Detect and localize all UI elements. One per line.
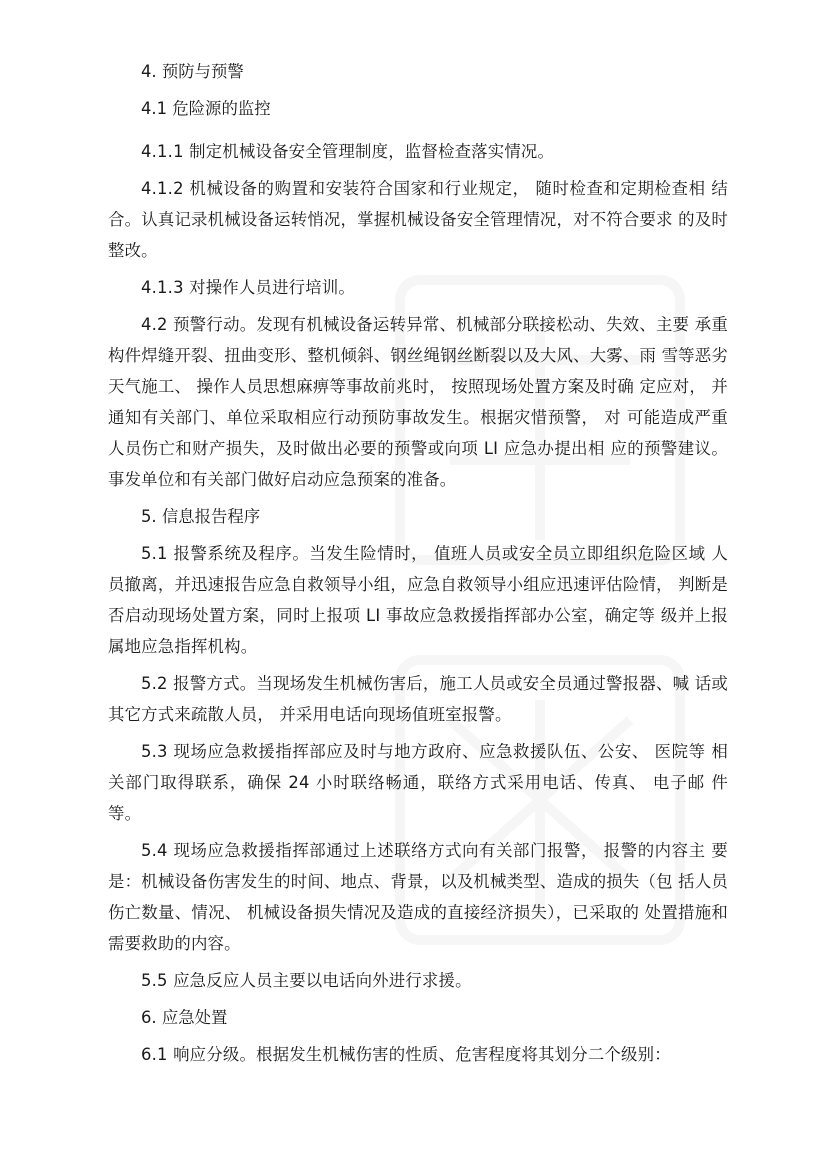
heading-section-4: 4. 预防与预警 (141, 62, 244, 81)
heading-section-6: 6. 应急处置 (141, 1008, 228, 1027)
paragraph-5-2: 5.2 报警方式。当现场发生机械伤害后，施工人员或安全员通过警报器、喊 话或其它方式来疏散人员， 并采用电话向现场值班室报警。 (108, 674, 728, 724)
paragraph-4-1-3: 4.1.3 对操作人员进行培训。 (141, 278, 356, 297)
document-body (108, 56, 728, 1070)
heading-section-5: 5. 信息报告程序 (141, 507, 261, 526)
paragraph-5-5: 5.5 应急反应人员主要以电话向外进行求援。 (141, 971, 472, 990)
paragraph-4-2: 4.2 预警行动。发现有机械设备运转异常、机械部分联接松动、失效、主要 承重构件焊缝开裂、扭曲变形、整机倾斜、钢丝绳钢丝断裂以及大风、大雾、雨 雪等恶劣天气施工、 操作人员思想麻痹等事故前兆时， 按照现场处置方案及时确 定应对， 并通知有关部门、单位采取相应行动预防事故发生。根据灾惜预警， 对 可能造成严重人员伤亡和财产损失，及时做出必要的预警或向项 LI 应急办提出相 应的预警建议。事发单位和有关部门做好启动应急预案的准备。 (108, 315, 728, 489)
paragraph-5-1: 5.1 报警系统及程序。当发生险情时， 值班人员或安全员立即组织危险区域 人员撤离，并迅速报告应急自救领导小组，应急自救领导小组应迅速评估险情， 判断是否启动现场处置方案，同时上报项 LI 事故应急救援指挥部办公室，确定等 级并上报属地应急指挥机构。 (108, 544, 728, 656)
heading-section-4-1: 4.1 危险源的监控 (141, 99, 271, 118)
paragraph-4-1-1: 4.1.1 制定机械设备安全管理制度，监督检查落实情况。 (141, 142, 555, 161)
paragraph-5-3: 5.3 现场应急救援指挥部应及时与地方政府、应急救援队伍、公安、 医院等 相关部门取得联系，确保 24 小时联络畅通，联络方式采用电话、传真、 电子邮 件等。 (108, 742, 728, 823)
paragraph-4-1-2: 4.1.2 机械设备的购置和安装符合国家和行业规定， 随时检查和定期检查相 结合。认真记录机械设备运转悄况，掌握机械设备安全管理情况，对不符合要求 的及时整改。 (108, 179, 728, 260)
paragraph-5-4: 5.4 现场应急救援指挥部通过上述联络方式向有关部门报警， 报警的内容主 要是：机械设备伤害发生的时间、地点、背景，以及机械类型、造成的损失（包 括人员伤亡数量、情况、 机械设备损失情况及造成的直接经济损失），已采取的 处置措施和需要救助的内容。 (108, 841, 728, 953)
paragraph-6-1: 6.1 响应分级。根据发生机械伤害的性质、危害程度将其划分二个级别： (141, 1045, 671, 1064)
